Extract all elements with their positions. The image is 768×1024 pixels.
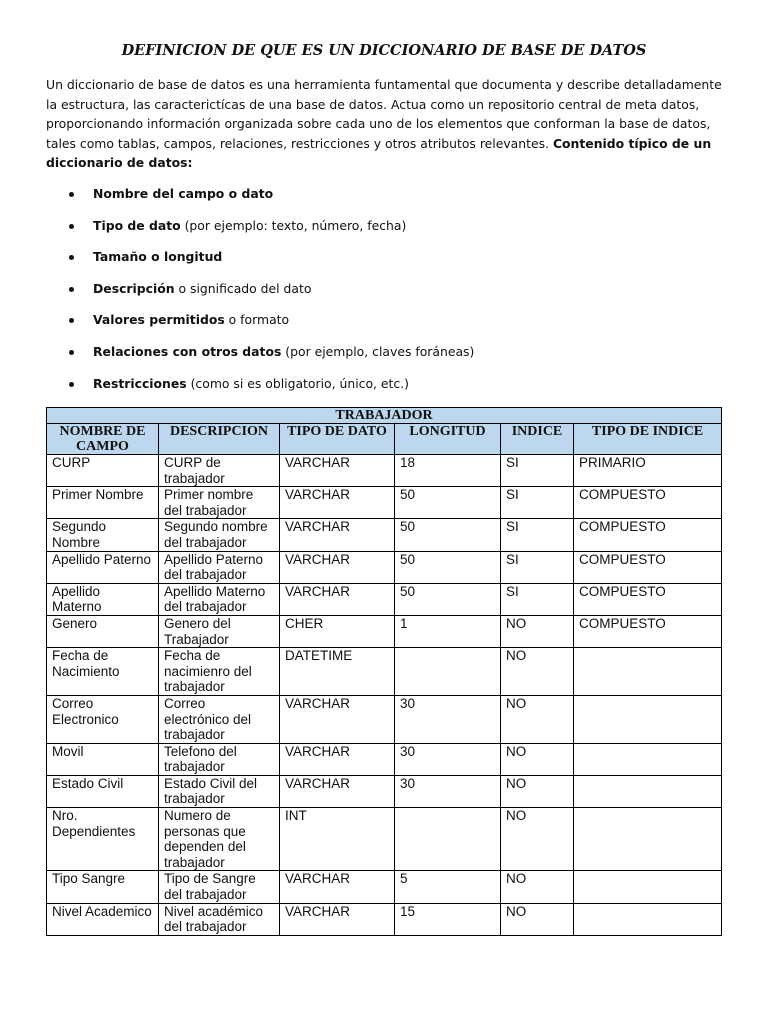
cell-indice: SI (501, 455, 574, 487)
bullet-icon (69, 224, 74, 229)
bullet-icon (69, 255, 74, 260)
cell-longitud: 30 (395, 743, 501, 775)
cell-tipo-de-dato: VARCHAR (280, 695, 395, 743)
table-row (47, 648, 722, 696)
header-indice: INDICE (501, 424, 574, 455)
cell-indice: NO (501, 648, 574, 696)
cell-longitud: 50 (395, 551, 501, 583)
cell-tipo-de-dato: VARCHAR (280, 583, 395, 615)
cell-tipo-de-indice (574, 743, 722, 775)
cell-indice: NO (501, 615, 574, 647)
bullet-rest: (por ejemplo, claves foráneas) (281, 343, 475, 359)
table-row (47, 551, 722, 583)
cell-tipo-de-indice (574, 775, 722, 807)
table-row (47, 455, 722, 487)
cell-indice: SI (501, 583, 574, 615)
cell-tipo-de-dato: VARCHAR (280, 775, 395, 807)
cell-descripcion: Primer nombre del trabajador (159, 487, 280, 519)
cell-tipo-de-indice (574, 648, 722, 696)
cell-indice: NO (501, 808, 574, 871)
bullet-rest: o significado del dato (174, 280, 312, 296)
cell-tipo-de-dato: VARCHAR (280, 551, 395, 583)
bullet-bold: Relaciones con otros datos (93, 343, 282, 359)
cell-tipo-de-dato: INT (280, 808, 395, 871)
cell-longitud: 50 (395, 519, 501, 551)
cell-descripcion: Estado Civil del trabajador (159, 775, 280, 807)
cell-nombre-de-campo: Tipo Sangre (47, 871, 159, 903)
cell-longitud: 1 (395, 615, 501, 647)
cell-tipo-de-dato: VARCHAR (280, 455, 395, 487)
bullet-icon (69, 382, 74, 387)
cell-indice: SI (501, 551, 574, 583)
cell-nombre-de-campo: Movil (47, 743, 159, 775)
cell-descripcion: Segundo nombre del trabajador (159, 519, 280, 551)
cell-longitud: 18 (395, 455, 501, 487)
cell-tipo-de-indice (574, 695, 722, 743)
cell-nombre-de-campo: CURP (47, 455, 159, 487)
bullet-icon (69, 350, 74, 355)
table-row (47, 695, 722, 743)
document-title: DEFINICION DE QUE ES UN DICCIONARIO DE BASE DE DATOS (121, 42, 647, 59)
list-item (46, 342, 726, 374)
cell-descripcion: Apellido Paterno del trabajador (159, 551, 280, 583)
bullet-bold: Valores permitidos (93, 312, 225, 328)
header-tipo-de-dato: TIPO DE DATO (280, 424, 395, 455)
cell-longitud (395, 648, 501, 696)
bullet-rest: (por ejemplo: texto, número, fecha) (180, 217, 407, 233)
cell-descripcion: Correo electrónico del trabajador (159, 695, 280, 743)
table-row (47, 871, 722, 903)
cell-indice: NO (501, 695, 574, 743)
cell-longitud: 50 (395, 583, 501, 615)
bullet-rest: o formato (224, 312, 290, 328)
cell-tipo-de-dato: DATETIME (280, 648, 395, 696)
cell-descripcion: Numero de personas que dependen del trabajador (159, 808, 280, 871)
table-row (47, 487, 722, 519)
intro-text: Un diccionario de base de datos es una herramienta funtamental que documenta y describe detalladamente la estructura, las caracterictícas de una base de datos. Actua como un repositorio central de meta datos, proporcionando información organizada sobre cada uno de los elementos que conforman la base de datos, tales como tablas, campos, relaciones, restricciones y otros atributos relevantes. (46, 77, 722, 151)
table-header-row (47, 424, 722, 455)
table-row (47, 775, 722, 807)
list-item (46, 279, 726, 311)
cell-longitud: 30 (395, 695, 501, 743)
list-item (46, 374, 726, 406)
cell-tipo-de-dato: VARCHAR (280, 743, 395, 775)
cell-tipo-de-dato: VARCHAR (280, 519, 395, 551)
cell-nombre-de-campo: Apellido Materno (47, 583, 159, 615)
cell-indice: NO (501, 903, 574, 935)
table-row (47, 519, 722, 551)
list-item (46, 216, 726, 248)
cell-tipo-de-dato: VARCHAR (280, 871, 395, 903)
bullet-bold: Tipo de dato (93, 217, 181, 233)
cell-descripcion: Apellido Materno del trabajador (159, 583, 280, 615)
cell-descripcion: Nivel académico del trabajador (159, 903, 280, 935)
cell-tipo-de-dato: VARCHAR (280, 903, 395, 935)
intro-bold-text: Contenido típico de un diccionario de datos: (46, 135, 712, 171)
cell-nombre-de-campo: Primer Nombre (47, 487, 159, 519)
cell-indice: NO (501, 871, 574, 903)
cell-descripcion: Tipo de Sangre del trabajador (159, 871, 280, 903)
bullet-bold: Nombre del campo o dato (93, 186, 274, 201)
cell-indice: SI (501, 519, 574, 551)
cell-tipo-de-dato: CHER (280, 615, 395, 647)
cell-nombre-de-campo: Genero (47, 615, 159, 647)
table-caption-row (47, 408, 722, 424)
bullet-bold: Descripción (93, 280, 175, 296)
bullet-bold: Tamaño o longitud (93, 249, 223, 265)
cell-longitud: 50 (395, 487, 501, 519)
table-row (47, 903, 722, 935)
bullet-icon (69, 318, 74, 323)
table-row (47, 808, 722, 871)
cell-indice: NO (501, 775, 574, 807)
cell-longitud: 30 (395, 775, 501, 807)
cell-tipo-de-indice: COMPUESTO (574, 519, 722, 551)
cell-tipo-de-indice: COMPUESTO (574, 615, 722, 647)
header-longitud: LONGITUD (395, 424, 501, 455)
content-bullet-list (46, 184, 726, 405)
cell-descripcion: Telefono del trabajador (159, 743, 280, 775)
bullet-icon (69, 287, 74, 292)
cell-tipo-de-indice: COMPUESTO (574, 551, 722, 583)
cell-nombre-de-campo: Nivel Academico (47, 903, 159, 935)
cell-descripcion: Fecha de nacimienro del trabajador (159, 648, 280, 696)
cell-tipo-de-indice: COMPUESTO (574, 487, 722, 519)
cell-nombre-de-campo: Segundo Nombre (47, 519, 159, 551)
cell-nombre-de-campo: Fecha de Nacimiento (47, 648, 159, 696)
table-body (47, 455, 722, 936)
cell-indice: NO (501, 743, 574, 775)
table-row (47, 615, 722, 647)
cell-tipo-de-indice (574, 871, 722, 903)
cell-tipo-de-dato: VARCHAR (280, 487, 395, 519)
cell-descripcion: CURP de trabajador (159, 455, 280, 487)
cell-tipo-de-indice: PRIMARIO (574, 455, 722, 487)
cell-indice: SI (501, 487, 574, 519)
table-row (47, 583, 722, 615)
bullet-rest: (como si es obligatorio, único, etc.) (186, 375, 409, 391)
cell-descripcion: Genero del Trabajador (159, 615, 280, 647)
table-row (47, 743, 722, 775)
list-item (46, 184, 726, 216)
cell-tipo-de-indice: COMPUESTO (574, 583, 722, 615)
cell-longitud: 15 (395, 903, 501, 935)
trabajador-table (46, 407, 722, 936)
cell-nombre-de-campo: Estado Civil (47, 775, 159, 807)
header-tipo-de-indice: TIPO DE INDICE (574, 424, 722, 455)
bullet-icon (69, 192, 74, 197)
list-item (46, 247, 726, 279)
header-descripcion: DESCRIPCION (159, 424, 280, 455)
intro-paragraph (46, 75, 726, 173)
cell-tipo-de-indice (574, 808, 722, 871)
cell-nombre-de-campo: Apellido Paterno (47, 551, 159, 583)
cell-nombre-de-campo: Correo Electronico (47, 695, 159, 743)
cell-longitud: 5 (395, 871, 501, 903)
table-caption: TRABAJADOR (47, 408, 722, 424)
list-item (46, 310, 726, 342)
cell-tipo-de-indice (574, 903, 722, 935)
cell-nombre-de-campo: Nro. Dependientes (47, 808, 159, 871)
header-nombre-de-campo: NOMBRE DE CAMPO (47, 424, 159, 455)
bullet-bold: Restricciones (93, 375, 187, 391)
cell-longitud (395, 808, 501, 871)
